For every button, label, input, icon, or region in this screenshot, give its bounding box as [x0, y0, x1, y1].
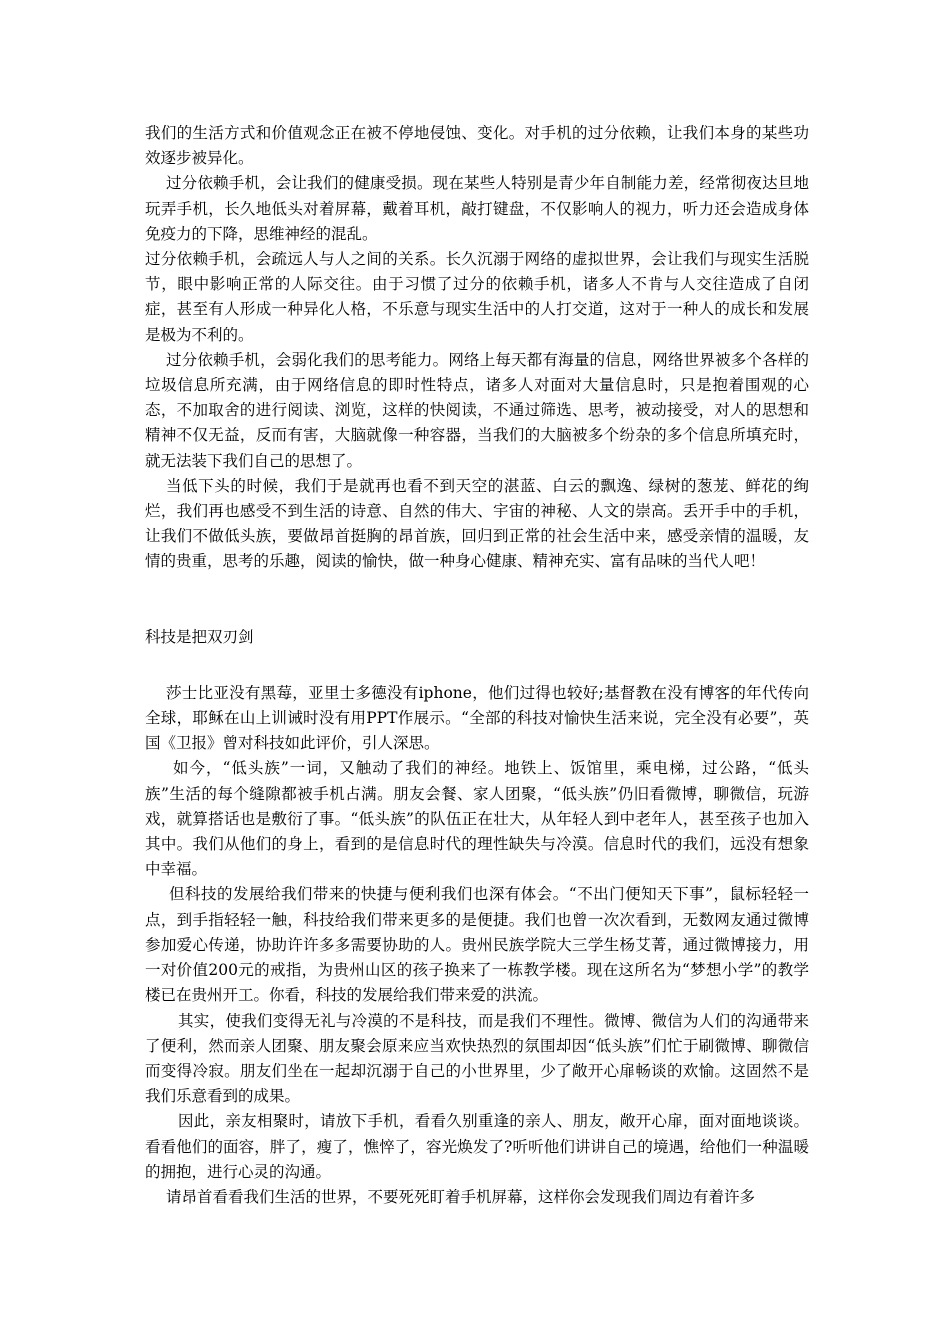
paragraph: 过分依赖手机，会疏远人与人之间的关系。长久沉溺于网络的虚拟世界，会让我们与现实生活脱节，眼中影响正常的人际交往。由于习惯了过分的依赖手机，诸多人不肯与人交往造成了自闭症，甚至有人形成一种异化人格，不乐意与现实生活中的人打交道，这对于一种人的成长和发展是极为不利的。 — [145, 250, 809, 344]
paragraph: 我们的生活方式和价值观念正在被不停地侵蚀、变化。对手机的过分依赖，让我们本身的某些功效逐步被异化。 — [145, 124, 809, 168]
paragraph: 如今，“低头族”一词，又触动了我们的神经。地铁上、饭馆里，乘电梯，过公路，“低头族”生活的每个缝隙都被手机占满。朋友会餐、家人团聚，“低头族”仍旧看微博，聊微信，玩游戏，就算搭话也是敷衍了事。“低头族”的队伍正在壮大，从年轻人到中老年人，甚至孩子也加入其中。我们从他们的身上，看到的是信息时代的理性缺失与冷漠。信息时代的我们，远没有想象中幸福。 — [145, 759, 809, 879]
paragraph: 请昂首看看我们生活的世界，不要死死盯着手机屏幕，这样你会发现我们周边有着许多 — [166, 1187, 756, 1206]
paragraph: 过分依赖手机，会让我们的健康受损。现在某些人特别是青少年自制能力差，经常彻夜达旦地玩弄手机，长久地低头对着屏幕，戴着耳机，敲打键盘，不仅影响人的视力，听力还会造成身体免疫力的下降，思维神经的混乱。 — [145, 174, 809, 243]
paragraph: 但科技的发展给我们带来的快捷与便利我们也深有体会。“不出门便知天下事”，鼠标轻轻一点，到手指轻轻一触，科技给我们带来更多的是便捷。我们也曾一次次看到，无数网友通过微博参加爱心传递，协助许许多多需要协助的人。贵州民族学院大三学生杨艾菁，通过微博接力，用一对价值200元的戒指，为贵州山区的孩子换来了一栋教学楼。现在这所名为“梦想小学”的教学楼已在贵州开工。你看，科技的发展给我们带来爱的洪流。 — [145, 885, 809, 1005]
paragraph: 因此，亲友相聚时，请放下手机，看看久别重逢的亲人、朋友，敞开心扉，面对面地谈谈。看看他们的面容，胖了，瘦了，憔悴了，容光焕发了?听听他们讲讲自己的境遇，给他们一种温暖的拥抱，进行心灵的沟通。 — [145, 1112, 809, 1181]
paragraph: 过分依赖手机，会弱化我们的思考能力。网络上每天都有海量的信息，网络世界被多个各样的垃圾信息所充满，由于网络信息的即时性特点，诸多人对面对大量信息时，只是抱着围观的心态，不加取舍的进行阅读、浏览，这样的快阅读，不通过筛选、思考，被动接受，对人的思想和精神不仅无益，反而有害，大脑就像一种容器，当我们的大脑被多个纷杂的多个信息所填充时，就无法装下我们自己的思想了。 — [145, 350, 809, 470]
document-body — [145, 121, 809, 1210]
paragraph: 莎士比亚没有黑莓，亚里士多德没有iphone，他们过得也较好;基督教在没有博客的年代传向全球，耶稣在山上训诫时没有用PPT作展示。“全部的科技对愉快生活来说，完全没有必要”，英国《卫报》曾对科技如此评价，引人深思。 — [145, 683, 809, 753]
paragraph: 当低下头的时候，我们于是就再也看不到天空的湛蓝、白云的飘逸、绿树的葱茏、鲜花的绚烂，我们再也感受不到生活的诗意、自然的伟大、宇宙的神秘、人文的崇高。丢开手中的手机，让我们不做低头族，要做昂首挺胸的昂首族，回归到正常的社会生活中来，感受亲情的温暖，友情的贵重，思考的乐趣，阅读的愉快，做一种身心健康、精神充实、富有品味的当代人吧！ — [145, 476, 809, 571]
paragraph: 其实，使我们变得无礼与冷漠的不是科技，而是我们不理性。微博、微信为人们的沟通带来了便利，然而亲人团聚、朋友聚会原来应当欢快热烈的氛围却因“低头族”们忙于刷微博、聊微信而变得冷寂。朋友们坐在一起却沉溺于自己的小世界里，少了敞开心扉畅谈的欢愉。这固然不是我们乐意看到的成果。 — [145, 1011, 809, 1106]
section-heading: 科技是把双刃剑 — [145, 627, 254, 646]
